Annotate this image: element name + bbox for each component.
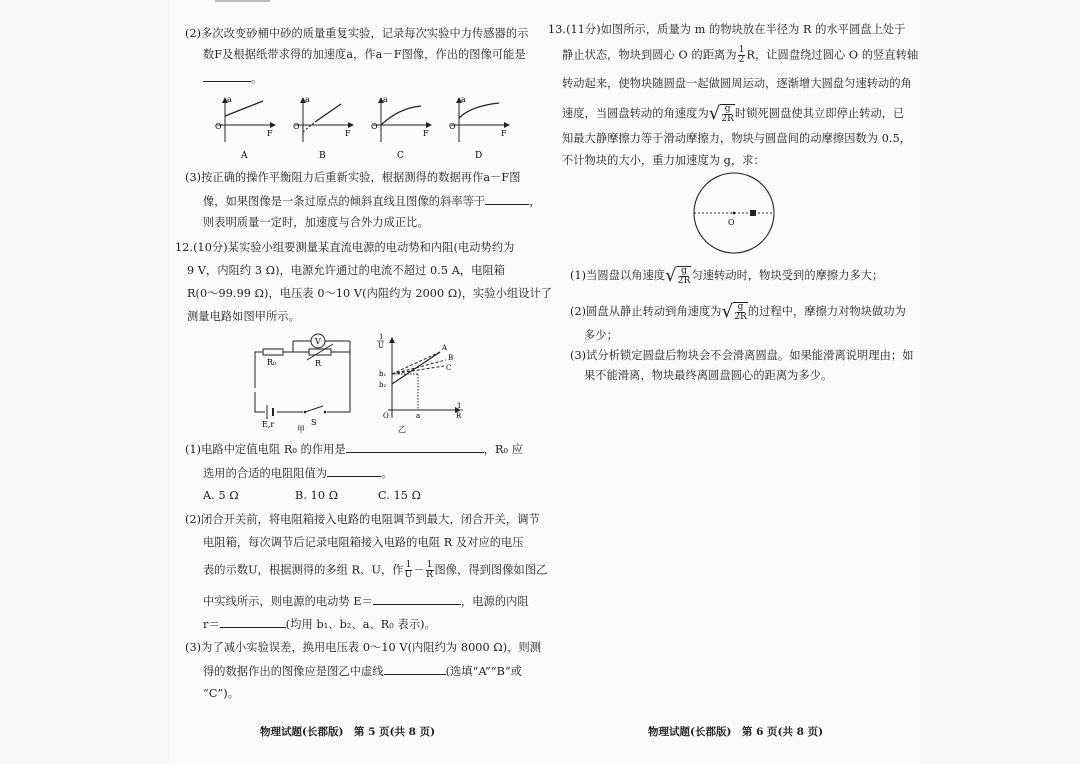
line-label-a: A: [442, 344, 448, 352]
line-label-b: B: [448, 354, 454, 362]
origin-label: O: [383, 412, 389, 420]
graph-label-c: C: [397, 151, 404, 161]
q12-2-line1: (2)闭合开关前，将电阻箱接入电路的电阻调节到最大，闭合开关，调节: [185, 513, 540, 526]
answer-blank-slope[interactable]: [485, 193, 529, 205]
answer-blank-r0-value[interactable]: [327, 465, 381, 477]
q11-2-line3: 。: [203, 70, 262, 86]
block-marker: [750, 210, 756, 216]
axis-label-a: a: [383, 95, 388, 104]
q13-line6: 不计物块的大小，重力加速度为 g，求：: [562, 154, 765, 167]
q12-3-line2: 得的数据作出的图像应是图乙中虚线 (选填“A”“B”或: [203, 665, 523, 678]
origin-label: O: [293, 122, 300, 131]
q13-line2: 静止状态，物块到圆心 O 的距离为 $\frac{1}{2}$ R，让圆盘绕过圆心 O 的竖直转轴: [562, 45, 919, 65]
q11-3-line2: 像，如果图像是一条过原点的倾斜直线且图像的斜率等于 ，: [203, 195, 541, 208]
q13-3-line2: 果不能滑离，物块最终离圆盘圆心的距离为多少。: [584, 369, 833, 382]
figure-caption-jia: 甲: [297, 425, 305, 433]
r0-label: R₀: [267, 358, 277, 367]
disk-center: [733, 212, 736, 215]
graph-label-a: A: [241, 151, 248, 161]
graph-label-b: B: [319, 151, 326, 161]
fraction-one-half: $\frac{1}{2}$: [738, 45, 745, 65]
graph-yi: [370, 328, 470, 433]
q12-2-line3: 表的示数U，根据测得的多组 R、U，作 $\frac{1}{U}$ － $\frac{1}{R}$ 图像，得到图像如图乙: [203, 560, 548, 580]
label-b1: b₁: [379, 370, 387, 378]
q12-3-line1: (3)为了减小实验误差，换用电压表 0～10 V(内阻约为 8000 Ω)，则测: [185, 641, 542, 654]
x-axis-num: 1: [457, 402, 462, 410]
page-6-column: [548, 0, 919, 764]
sqrt-g-over-2r: √ $\frac{g}{2R}$: [708, 103, 735, 124]
q12-line2: 9 V，内阻约 3 Ω)，电源允许通过的电流不超过 0.5 A，电阻箱: [187, 264, 506, 277]
q12-line1: 12.(10分)某实验小组要测量某直流电源的电动势和内阻(电动势约为: [175, 241, 515, 254]
axis-label-f: F: [267, 129, 273, 138]
q12-3-line3: “C”)。: [203, 687, 240, 700]
axis-label-f: F: [345, 129, 351, 138]
switch-label: S: [311, 418, 317, 427]
q13-line5: 知最大静摩擦力等于滑动摩擦力，物块与圆盘间的动摩擦因数为 0.5，: [562, 132, 912, 145]
origin-label: O: [449, 122, 456, 131]
axis-label-a: a: [227, 95, 232, 104]
line-label-c: C: [446, 364, 452, 372]
voltmeter-label: V: [315, 337, 321, 346]
page-6-footer: 物理试题(长郡版) 第 6 页(共 8 页): [648, 726, 824, 738]
q12-1-line2: 选用的合适的电阻阻值为 。: [203, 467, 393, 480]
page-5-column: [175, 0, 553, 764]
q12-line3: R(0～99.99 Ω)，电压表 0～10 V(内阻约为 2000 Ω)，实验小组设计了: [187, 287, 553, 300]
figure-caption-yi: 乙: [398, 425, 406, 433]
q11-3-line1: (3)按正确的操作平衡阻力后重新实验，根据测得的数据再作a－F图: [185, 171, 521, 184]
x-axis-den: R: [456, 412, 462, 420]
answer-blank-emf[interactable]: [373, 593, 461, 605]
y-axis-num: 1: [379, 333, 384, 341]
sqrt-g-over-2r: √ $\frac{g}{2R}$: [665, 265, 691, 286]
q13-line4: 速度，当圆盘转动的角速度为 √ $\frac{g}{2R}$ 时锁死圆盘使其立即停止转动，已: [562, 103, 905, 124]
answer-blank-graph[interactable]: [203, 70, 251, 82]
answer-blank-resistance[interactable]: [220, 616, 286, 628]
y-axis-den: U: [378, 342, 384, 350]
q13-2-line2: 多少；: [584, 329, 618, 342]
page-5-footer: 物理试题(长郡版) 第 5 页(共 8 页): [260, 726, 436, 738]
q12-line4: 测量电路如图甲所示。: [187, 310, 300, 323]
option-a: A. 5 Ω: [203, 489, 239, 502]
axis-label-a: a: [461, 95, 466, 104]
circuit-diagram: [245, 328, 360, 433]
option-b: B. 10 Ω: [295, 489, 339, 502]
axis-label-a: a: [305, 95, 310, 104]
source-label: E,r: [262, 420, 275, 429]
r0-resistor: [263, 349, 283, 355]
disk-origin-label: O: [728, 218, 735, 227]
answer-blank-dashed-line[interactable]: [384, 663, 446, 675]
graph-label-d: D: [475, 151, 483, 161]
graph-b: [293, 95, 353, 161]
q12-2-line5: r＝ (均用 b₁、b₂、a、R₀ 表示)。: [203, 618, 436, 631]
graph-c: [371, 95, 431, 161]
label-b2: b₂: [379, 381, 387, 389]
label-a: a: [416, 412, 421, 420]
a-f-graphs: [203, 92, 523, 164]
answer-blank-r0-role[interactable]: [346, 441, 484, 453]
fraction-1-over-u: $\frac{1}{U}$: [404, 560, 413, 580]
option-c: C. 15 Ω: [378, 489, 422, 502]
origin-label: O: [371, 122, 378, 131]
fraction-1-over-r: $\frac{1}{R}$: [426, 560, 434, 580]
r-label: R: [315, 359, 322, 368]
q11-3-line3: 则表明质量一定时，加速度与合外力成正比。: [203, 216, 429, 229]
q13-3-line1: (3)试分析锁定圆盘后物块会不会滑离圆盘。如果能滑离说明理由；如: [570, 349, 914, 362]
q11-2-line1: (2)多次改变砂桶中砂的质量重复实验，记录每次实验中力传感器的示: [185, 27, 529, 40]
q13-line3: 转动起来，使物块随圆盘一起做圆周运动，逐渐增大圆盘匀速转动的角: [562, 77, 912, 90]
sqrt-g-over-2r: √ $\frac{g}{2R}$: [721, 301, 747, 322]
q13-1-line: (1)当圆盘以角速度 √ $\frac{g}{2R}$ 匀速转动时，物块受到的摩擦力多大；: [570, 265, 884, 286]
axis-label-f: F: [423, 129, 429, 138]
q13-line1: 13.(11分)如图所示，质量为 m 的物块放在半径为 R 的水平圆盘上处于: [548, 23, 906, 36]
graph-d: [449, 95, 509, 161]
q12-1-line1: (1)电路中定值电阻 R₀ 的作用是 ，R₀ 应: [185, 443, 524, 456]
q11-2-line2: 数F及根据纸带求得的加速度a，作a－F图像，作出的图像可能是: [203, 48, 526, 61]
axis-label-f: F: [501, 129, 507, 138]
graph-a: [215, 95, 275, 161]
disk-diagram: [688, 170, 780, 258]
q13-2-line1: (2)圆盘从静止转动到角速度为 √ $\frac{g}{2R}$ 的过程中，摩擦力对物块做功为: [570, 301, 906, 322]
q12-2-line4: 中实线所示，则电源的电动势 E＝ ，电源的内阻: [203, 595, 529, 608]
origin-label: O: [215, 122, 222, 131]
q12-2-line2: 电阻箱，每次调节后记录电阻箱接入电路的电阻 R 及对应的电压: [203, 536, 524, 549]
